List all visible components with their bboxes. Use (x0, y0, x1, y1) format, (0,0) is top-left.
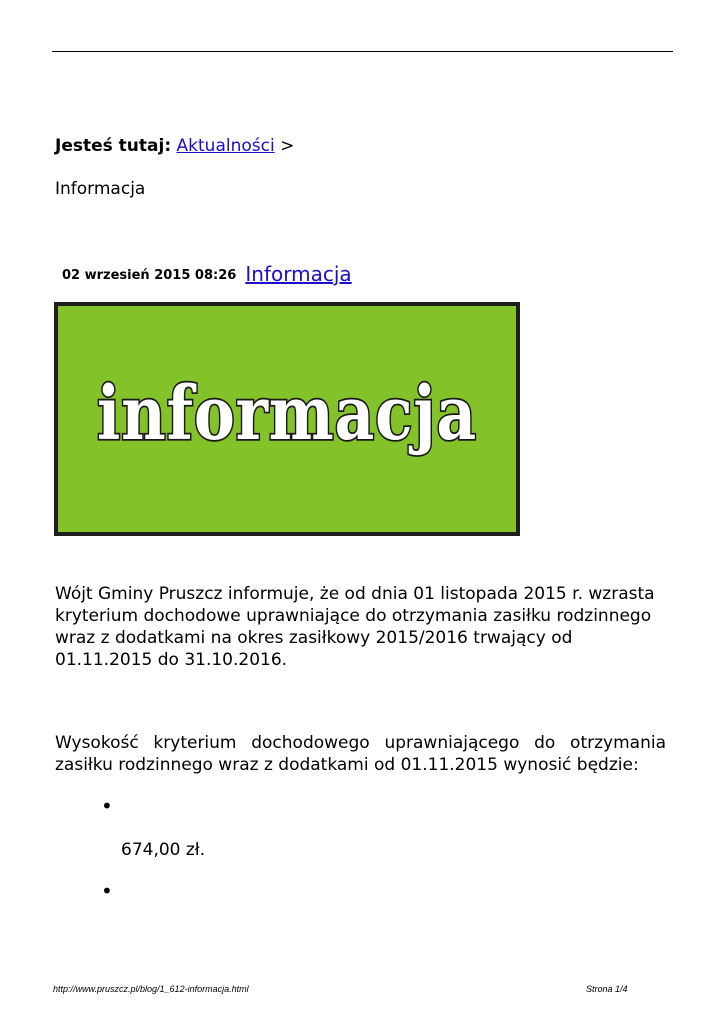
list-bullet-2: • (101, 879, 113, 903)
banner-graphic (58, 306, 516, 532)
article-date: 02 wrzesień 2015 08:26 (62, 268, 237, 283)
page-title: Informacja (55, 179, 146, 199)
banner-text: informacja (97, 371, 477, 457)
article-banner-image (54, 302, 520, 536)
footer-page-number: Strona 1/4 (586, 984, 628, 994)
breadcrumb-separator: > (280, 136, 295, 156)
breadcrumb-link-aktualnosci[interactable]: Aktualności (176, 136, 275, 156)
footer-url: http://www.pruszcz.pl/blog/1_612-informacja.html (53, 984, 249, 994)
breadcrumb (55, 135, 294, 157)
header-divider (52, 51, 673, 52)
article-paragraph-1: Wójt Gminy Pruszcz informuje, że od dnia 01 listopada 2015 r. wzrasta kryterium dochodowe uprawniające do otrzymania zasiłku rodzinnego wraz z dodatkami na okres zasiłkowy 2015/2016 trwający od 01.11.2015 do 31.10.2016. (55, 584, 655, 670)
breadcrumb-label: Jesteś tutaj: (55, 136, 172, 156)
article-title-link[interactable]: Informacja (245, 262, 352, 286)
article-paragraph-2: Wysokość kryterium dochodowego uprawniającego do otrzymania zasiłku rodzinnego wraz z dodatkami od 01.11.2015 wynosić będzie: (55, 733, 666, 775)
list-item-amount: 674,00 zł. (121, 840, 206, 860)
article-meta (62, 262, 352, 286)
list-bullet-1: • (101, 794, 113, 818)
